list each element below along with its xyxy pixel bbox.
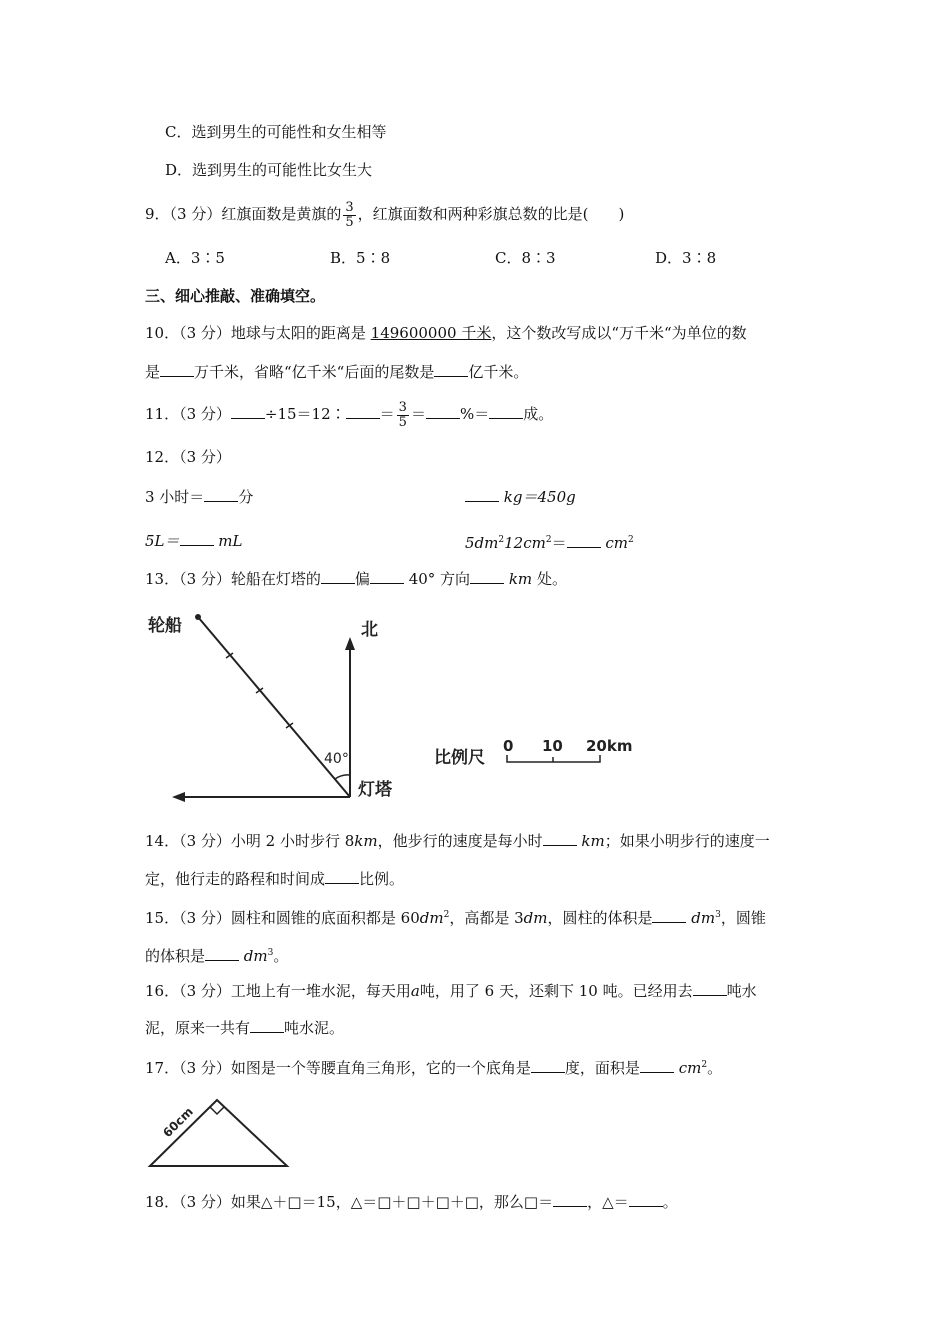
q16-blank-1[interactable]	[693, 979, 727, 996]
q14-line2: 定，他行走的路程和时间成 比例。	[145, 867, 404, 890]
q9-fraction: $\frac{3}{5}$	[345, 199, 354, 230]
q13-blank-2[interactable]	[370, 567, 404, 584]
q15-line1: 15．（3 分）圆柱和圆锥的底面积都是 $60dm^2$，高都是 3dm，圆柱的体积是 $dm^3$，圆锥	[145, 904, 766, 929]
scale-10: 10	[542, 737, 563, 755]
q18-blank-1[interactable]	[553, 1190, 587, 1207]
q12-blank-b[interactable]	[465, 485, 499, 502]
q17-triangle-diagram	[140, 1092, 300, 1172]
q15-blank-2[interactable]	[205, 944, 239, 961]
angle-arc	[335, 775, 350, 779]
q15-line2: 的体积是 $dm^3$。	[145, 942, 288, 967]
q12-label: 12．（3 分）	[145, 448, 231, 466]
q11-blank-3[interactable]	[426, 402, 460, 419]
q13-blank-3[interactable]	[470, 567, 504, 584]
q16-line1: 16．（3 分）工地上有一堆水泥，每天用a吨，用了 6 天，还剩下 10 吨。已经用去 吨水	[145, 979, 757, 1002]
q8-option-d: D．选到男生的可能性比女生大	[165, 161, 373, 179]
q10-blank-1[interactable]	[160, 360, 194, 377]
q12-blank-a[interactable]	[204, 485, 238, 502]
q12-c: 5L＝ mL	[145, 529, 242, 552]
q14-blank-1[interactable]	[543, 829, 577, 846]
q17-blank-1[interactable]	[531, 1056, 565, 1073]
q12-blank-d[interactable]	[567, 531, 601, 548]
lighthouse-label: 灯塔	[358, 780, 392, 800]
ship-bearing-line	[198, 617, 350, 797]
q12-d: $5dm^212cm^2= cm^2$	[465, 529, 634, 554]
angle-label: 40°	[324, 751, 349, 767]
q11-blank-4[interactable]	[489, 402, 523, 419]
q10-line1: 10．（3 分）地球与太阳的距离是 149600000 千米，这个数改写成以“万千米“为单位的数	[145, 324, 747, 342]
q17-blank-2[interactable]	[640, 1056, 674, 1073]
right-angle-mark	[210, 1107, 224, 1114]
scale-20: 20km	[586, 737, 633, 755]
ship-dot	[195, 614, 201, 620]
q9-prefix: 9．（3 分）红旗面数是黄旗的	[145, 205, 342, 223]
q13-blank-1[interactable]	[321, 567, 355, 584]
q9-option-b: B．5∶8	[330, 249, 391, 267]
q10-distance: 149600000 千米	[370, 324, 492, 342]
q11-blank-2[interactable]	[346, 402, 380, 419]
q14-blank-2[interactable]	[325, 867, 359, 884]
q14-line1: 14．（3 分）小明 2 小时步行 8km，他步行的速度是每小时 km；如果小明步行的速度一	[145, 829, 770, 852]
section-3-title: 三、细心推敲、准确填空。	[145, 287, 326, 305]
q12-b: kg＝450g	[465, 485, 576, 508]
q9-option-c: C．8∶3	[495, 249, 556, 267]
q18-blank-2[interactable]	[629, 1190, 663, 1207]
q10-blank-2[interactable]	[434, 360, 468, 377]
q16-blank-2[interactable]	[250, 1016, 284, 1033]
ship-label: 轮船	[148, 616, 182, 636]
q13-diagram	[140, 605, 640, 810]
side-length-label: 60cm	[160, 1104, 196, 1141]
q8-option-c: C．选到男生的可能性和女生相等	[165, 123, 387, 141]
q10-line2: 是 万千米，省略“亿千米“后面的尾数是 亿千米。	[145, 360, 528, 383]
q9-option-a: A．3∶5	[165, 249, 225, 267]
q11-blank-1[interactable]	[231, 402, 265, 419]
q15-blank-1[interactable]	[652, 906, 686, 923]
q16-line2: 泥，原来一共有 吨水泥。	[145, 1016, 344, 1039]
q17-stem: 17．（3 分）如图是一个等腰直角三角形，它的一个底角是 度，面积是 $cm^2$。	[145, 1054, 722, 1079]
north-label: 北	[361, 620, 378, 640]
q9-suffix: ，红旗面数和两种彩旗总数的比是( )	[357, 205, 625, 223]
scale-label: 比例尺	[434, 748, 485, 768]
q18-stem: 18．（3 分）如果△＋□＝15，△＝□＋□＋□＋□，那么□＝ ，△＝ 。	[145, 1190, 678, 1213]
west-arrowhead	[172, 792, 185, 802]
q9-option-d: D．3∶8	[655, 249, 717, 267]
north-arrowhead	[345, 637, 355, 650]
q12-a: 3 小时＝ 分	[145, 485, 253, 508]
q13-stem: 13．（3 分）轮船在灯塔的 偏 40° 方向 km 处。	[145, 567, 567, 590]
q9-stem	[145, 198, 624, 230]
scale-0: 0	[503, 737, 514, 755]
q11-fraction: $\frac{3}{5}$	[398, 399, 407, 430]
q11-stem: 11．（3 分） ÷15＝12∶ ＝ $\frac{3}{5}$ ＝ %＝ 成。	[145, 399, 554, 430]
q12-blank-c[interactable]	[180, 529, 214, 546]
